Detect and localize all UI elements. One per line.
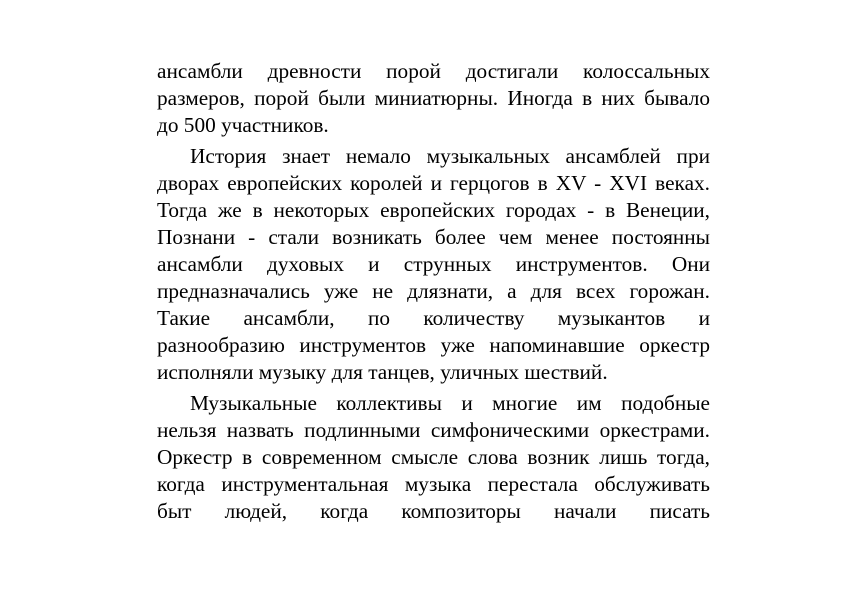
text-line: предназначались уже не длязнати, а для всех горожан. bbox=[157, 279, 710, 303]
text-line: нельзя назвать подлинными симфоническими оркестрами. bbox=[157, 418, 710, 442]
text-line: разнообразию инструментов уже напоминавшие оркестр bbox=[157, 333, 710, 357]
text-line: до 500 участников. bbox=[157, 113, 329, 137]
text-line: исполняли музыку для танцев, уличных шествий. bbox=[157, 360, 608, 384]
text-line: дворах европейских королей и герцогов в XV - XVI веках. bbox=[157, 171, 710, 195]
text-line: Тогда же в некоторых европейских городах - в Венеции, bbox=[157, 198, 710, 222]
text-line: Такие ансамбли, по количеству музыкантов и bbox=[157, 306, 710, 330]
text-line: Музыкальные коллективы и многие им подобные bbox=[190, 391, 710, 415]
text-line: ансамбли духовых и струнных инструментов. Они bbox=[157, 252, 710, 276]
paragraph-1 bbox=[157, 58, 710, 139]
text-line: размеров, порой были миниатюрны. Иногда в них бывало bbox=[157, 86, 710, 110]
text-line: История знает немало музыкальных ансамблей при bbox=[190, 144, 710, 168]
paragraph-3 bbox=[157, 390, 710, 525]
paragraph-2 bbox=[157, 143, 710, 386]
text-line: ансамбли древности порой достигали колоссальных bbox=[157, 59, 710, 83]
text-line: Познани - стали возникать более чем менее постоянны bbox=[157, 225, 710, 249]
text-line: когда инструментальная музыка перестала обслуживать bbox=[157, 472, 710, 496]
text-line: Оркестр в современном смысле слова возник лишь тогда, bbox=[157, 445, 710, 469]
document-text bbox=[157, 58, 710, 525]
text-line: быт людей, когда композиторы начали писать bbox=[157, 499, 710, 523]
